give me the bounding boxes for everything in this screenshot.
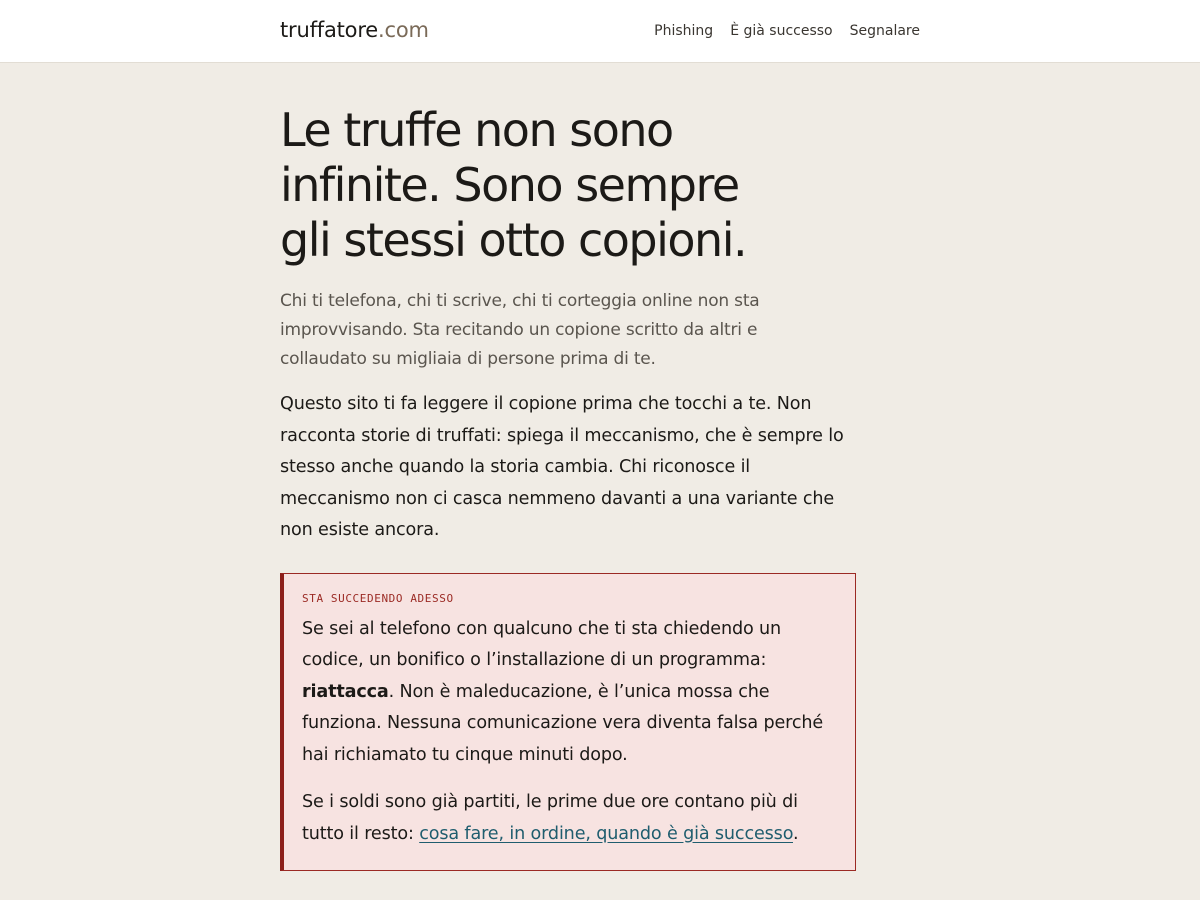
nav-link-phishing[interactable]: Phishing [654,23,714,39]
main-content [280,103,860,871]
alert-text-2a: Se i soldi sono già partiti, le prime due ore contano più di tutto il resto: [302,792,798,844]
alert-emphasis-hang-up: riattacca [302,681,389,702]
lead-paragraph: Chi ti telefona, chi ti scrive, chi ti corteggia online non sta improvvisando. Sta recitando un copione scritto da altri e collaudato su migliaia di persone prima di te. [280,291,760,369]
top-bar-inner [280,0,920,62]
urgent-alert-box [280,573,856,872]
main-nav [654,23,920,39]
top-bar [0,0,1200,63]
intro-paragraph: Questo sito ti fa leggere il copione prima che tocchi a te. Non racconta storie di truffati: spiega il meccanismo, che è sempre lo stesso anche quando la storia cambia. Chi riconosce il meccanismo non ci casca nemmeno davanti a una variante che non esiste ancora. [280,394,844,540]
alert-paragraph-hang-up [302,614,837,772]
site-logo-link[interactable] [280,18,429,42]
alert-text-1a: Se sei al telefono con qualcuno che ti sta chiedendo un codice, un bonifico o l’installazione di un programma: [302,618,782,670]
nav-link-gia-successo[interactable]: È già successo [730,23,833,39]
logo-tld: .com [378,18,429,42]
logo-name: truffatore [280,18,379,42]
alert-label: STA SUCCEDENDO ADESSO [302,591,454,605]
alert-paragraph-money-sent [302,787,837,850]
already-happened-link[interactable]: cosa fare, in ordine, quando è già successo [419,823,793,844]
alert-text-2b: . [793,823,799,844]
alert-text-1b: . Non è maleducazione, è l’unica mossa che funziona. Nessuna comunicazione vera diventa falsa perché hai richiamato tu cinque minuti dopo. [302,681,824,765]
nav-link-segnalare[interactable]: Segnalare [849,23,920,39]
page-title: Le truffe non sono infinite. Sono sempre gli stessi otto copioni. [280,103,747,267]
